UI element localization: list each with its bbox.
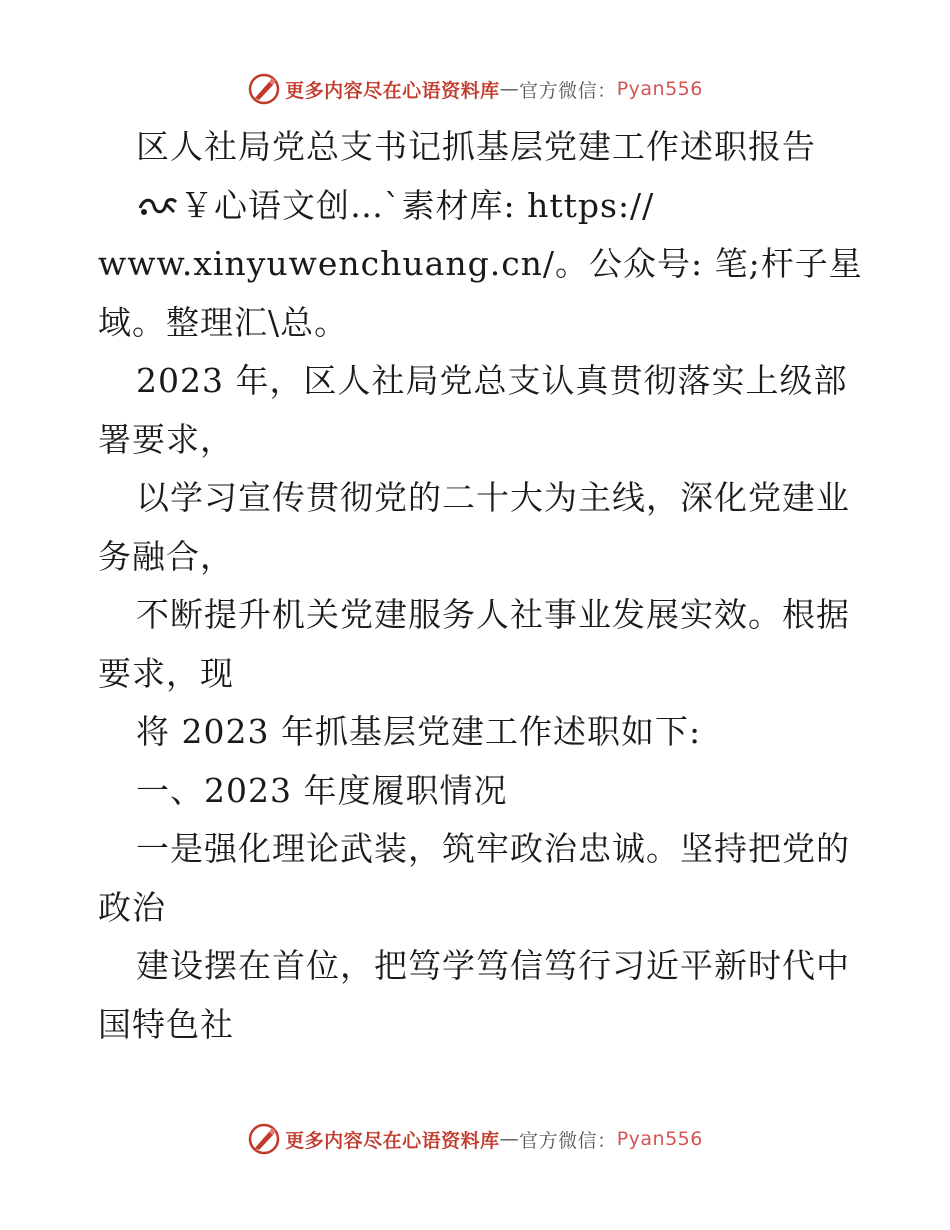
banner-brand-text: 更多内容尽在心语资料库: [285, 1129, 500, 1152]
document-body: [98, 118, 863, 1054]
paragraph-line: 建设摆在首位，把笃学笃信笃行习近平新时代中: [136, 946, 850, 985]
document-title: 区人社局党总支书记抓基层党建工作述职报告: [136, 127, 816, 166]
paragraph-line: 政治: [98, 887, 166, 927]
paragraph-line: 一是强化理论武装，筑牢政治忠诚。坚持把党的: [136, 829, 850, 868]
banner-label: 官方微信：: [519, 79, 617, 102]
source-line-1-text: ￥心语文创…`素材库: https://: [180, 185, 655, 225]
banner-separator: —: [499, 78, 520, 100]
paragraph-line: 2023 年，区人社局党总支认真贯彻落实上级部: [136, 361, 848, 400]
paragraph-line: 务融合，: [98, 536, 234, 576]
paragraph-line: 将 2023 年抓基层党建工作述职如下:: [136, 712, 702, 751]
source-line-2: www.xinyuwenchuang.cn/。公众号: 笔;杆子星: [98, 244, 863, 283]
paragraph-line: 署要求，: [98, 419, 234, 459]
pen-logo-icon: [247, 72, 281, 106]
section-heading: 一、2023 年度履职情况: [136, 770, 508, 810]
footer-watermark-banner: [0, 1122, 950, 1156]
paragraph-line: 以学习宣传贯彻党的二十大为主线，深化党建业: [136, 478, 850, 517]
paragraph-line: 不断提升机关党建服务人社事业发展实效。根据: [136, 595, 850, 634]
pen-logo-icon: [247, 1122, 281, 1156]
banner-separator: —: [499, 1128, 520, 1150]
paragraph-line: 要求，现: [98, 653, 234, 693]
header-watermark-banner: [0, 72, 950, 106]
source-line-3: 域。整理汇\总。: [98, 302, 349, 342]
banner-brand-text: 更多内容尽在心语资料库: [285, 79, 500, 102]
flourish-icon: [136, 190, 180, 220]
paragraph-line: 国特色社: [98, 1004, 234, 1044]
banner-contact: Pyan556: [616, 78, 703, 100]
banner-contact: Pyan556: [616, 1128, 703, 1150]
banner-label: 官方微信：: [519, 1129, 617, 1152]
source-line-1: [98, 177, 858, 236]
